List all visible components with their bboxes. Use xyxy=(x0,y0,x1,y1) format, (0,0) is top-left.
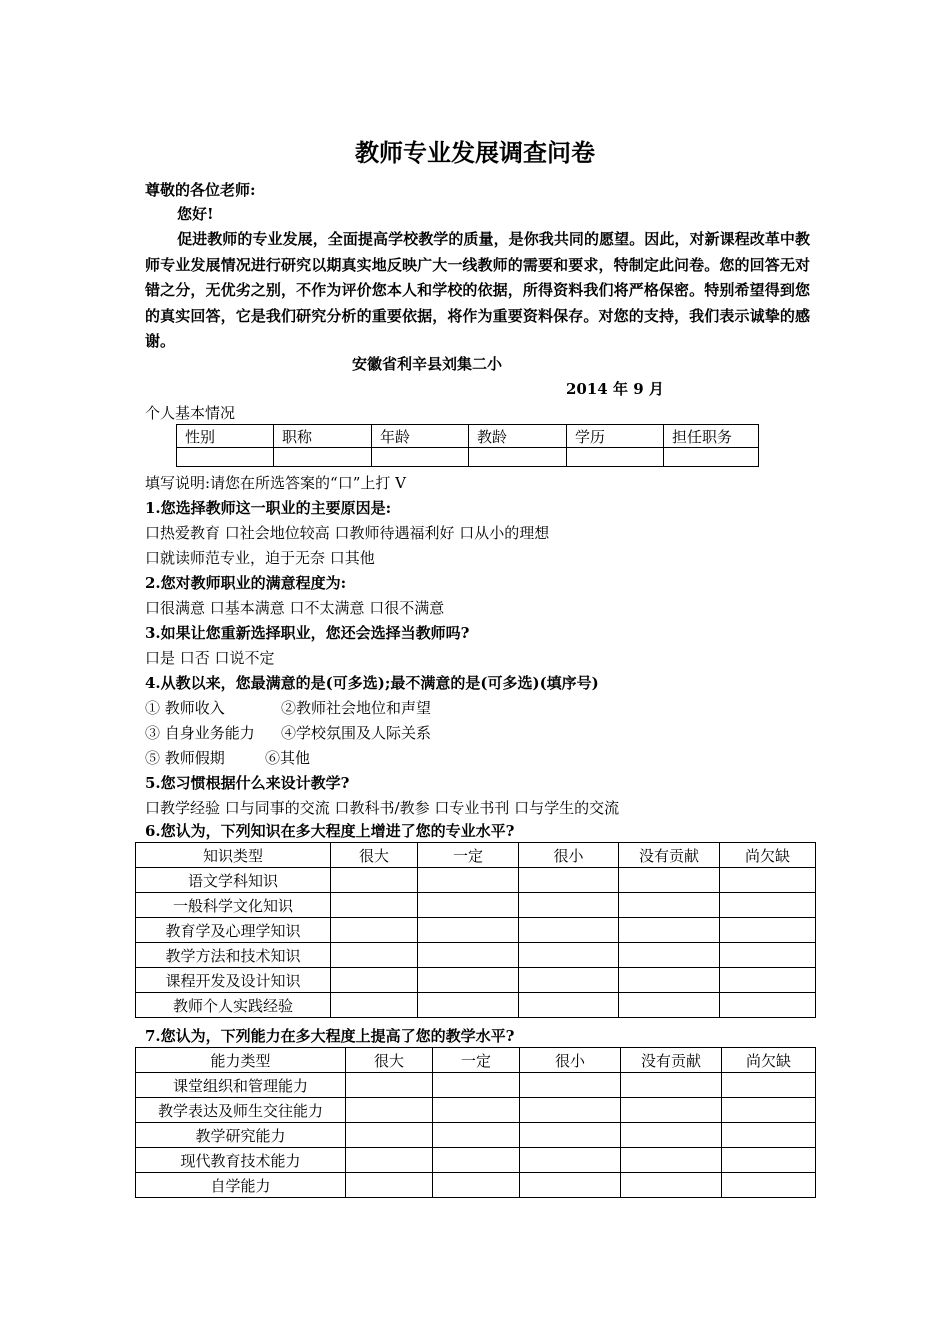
rating-cell[interactable] xyxy=(720,993,816,1018)
header-cell: 没有贡献 xyxy=(621,1048,722,1073)
question-4-option-1: ① 教师收入 xyxy=(145,699,225,717)
rating-cell[interactable] xyxy=(621,1123,722,1148)
rating-cell[interactable] xyxy=(722,1073,816,1098)
knowledge-rating-table xyxy=(135,842,816,1018)
row-label: 教学研究能力 xyxy=(136,1123,346,1148)
rating-cell[interactable] xyxy=(433,1098,520,1123)
table-row xyxy=(136,843,816,868)
input-cell[interactable] xyxy=(274,448,372,467)
question-4-option-3: ③ 自身业务能力 xyxy=(145,724,255,742)
rating-cell[interactable] xyxy=(346,1148,433,1173)
rating-cell[interactable] xyxy=(619,868,720,893)
header-cell: 尚欠缺 xyxy=(720,843,816,868)
header-cell: 很小 xyxy=(519,843,619,868)
question-3-options[interactable]: 口是 口否 口说不定 xyxy=(145,649,275,667)
header-cell: 一定 xyxy=(418,843,519,868)
row-label: 语文学科知识 xyxy=(136,868,331,893)
rating-cell[interactable] xyxy=(331,918,418,943)
table-row xyxy=(136,1073,816,1098)
row-label: 教师个人实践经验 xyxy=(136,993,331,1018)
question-3: 3.如果让您重新选择职业，您还会选择当教师吗? xyxy=(145,624,470,642)
row-label: 自学能力 xyxy=(136,1173,346,1198)
rating-cell[interactable] xyxy=(331,993,418,1018)
rating-cell[interactable] xyxy=(520,1123,621,1148)
rating-cell[interactable] xyxy=(619,918,720,943)
header-cell: 教龄 xyxy=(469,425,567,448)
rating-cell[interactable] xyxy=(621,1098,722,1123)
rating-cell[interactable] xyxy=(418,993,519,1018)
header-cell: 尚欠缺 xyxy=(722,1048,816,1073)
rating-cell[interactable] xyxy=(621,1073,722,1098)
intro-text: 促进教师的专业发展，全面提高学校教学的质量，是你我共同的愿望。因此，对新课程改革中教师专业发展情况进行研究以期真实地反映广大一线教师的需要和要求，特制定此问卷。您的回答无对错之分，无优劣之别，不作为评价您本人和学校的依据，所得资料我们将严格保密。特别希望得到您的真实回答，它是我们研究分析的重要依据，将作为重要资料保存。对您的支持，我们表示诚挚的感谢。 xyxy=(145,230,810,351)
rating-cell[interactable] xyxy=(720,943,816,968)
question-1-options-line1[interactable]: 口热爱教育 口社会地位较高 口教师待遇福利好 口从小的理想 xyxy=(145,524,550,542)
table-row xyxy=(177,448,759,467)
rating-cell[interactable] xyxy=(720,918,816,943)
rating-cell[interactable] xyxy=(331,868,418,893)
rating-cell[interactable] xyxy=(331,968,418,993)
rating-cell[interactable] xyxy=(346,1098,433,1123)
page-title: 教师专业发展调查问卷 xyxy=(355,138,595,167)
table-row xyxy=(136,868,816,893)
rating-cell[interactable] xyxy=(520,1173,621,1198)
header-cell: 知识类型 xyxy=(136,843,331,868)
table-row xyxy=(136,1148,816,1173)
question-2-options[interactable]: 口很满意 口基本满意 口不太满意 口很不满意 xyxy=(145,599,445,617)
rating-cell[interactable] xyxy=(519,918,619,943)
rating-cell[interactable] xyxy=(619,893,720,918)
question-2: 2.您对教师职业的满意程度为: xyxy=(145,574,347,592)
row-label: 课堂组织和管理能力 xyxy=(136,1073,346,1098)
rating-cell[interactable] xyxy=(433,1173,520,1198)
rating-cell[interactable] xyxy=(519,968,619,993)
rating-cell[interactable] xyxy=(519,993,619,1018)
header-cell: 很大 xyxy=(331,843,418,868)
question-5-options[interactable]: 口教学经验 口与同事的交流 口教科书/教参 口专业书刊 口与学生的交流 xyxy=(145,799,620,817)
intro-paragraph xyxy=(145,227,810,355)
header-cell: 没有贡献 xyxy=(619,843,720,868)
rating-cell[interactable] xyxy=(520,1148,621,1173)
header-cell: 一定 xyxy=(433,1048,520,1073)
row-label: 教学表达及师生交往能力 xyxy=(136,1098,346,1123)
table-row xyxy=(136,1123,816,1148)
question-4: 4.从教以来，您最满意的是(可多选);最不满意的是(可多选)(填序号) xyxy=(145,674,599,692)
question-1: 1.您选择教师这一职业的主要原因是: xyxy=(145,499,392,517)
personal-info-table xyxy=(176,424,759,467)
header-cell: 职称 xyxy=(274,425,372,448)
table-row xyxy=(177,425,759,448)
header-cell: 能力类型 xyxy=(136,1048,346,1073)
row-label: 教学方法和技术知识 xyxy=(136,943,331,968)
survey-date: 2014 年 9 月 xyxy=(566,380,664,398)
header-cell: 性别 xyxy=(177,425,274,448)
table-row xyxy=(136,893,816,918)
rating-cell[interactable] xyxy=(418,918,519,943)
question-4-option-5: ⑤ 教师假期 xyxy=(145,749,225,767)
personal-info-label: 个人基本情况 xyxy=(145,404,236,422)
rating-cell[interactable] xyxy=(346,1123,433,1148)
rating-cell[interactable] xyxy=(346,1073,433,1098)
rating-cell[interactable] xyxy=(418,968,519,993)
table-row xyxy=(136,993,816,1018)
rating-cell[interactable] xyxy=(621,1148,722,1173)
rating-cell[interactable] xyxy=(619,993,720,1018)
rating-cell[interactable] xyxy=(433,1073,520,1098)
table-row xyxy=(136,1173,816,1198)
input-cell[interactable] xyxy=(664,448,759,467)
rating-cell[interactable] xyxy=(331,893,418,918)
rating-cell[interactable] xyxy=(346,1173,433,1198)
rating-cell[interactable] xyxy=(519,868,619,893)
input-cell[interactable] xyxy=(567,448,664,467)
rating-cell[interactable] xyxy=(720,968,816,993)
question-4-option-4: ④学校氛围及人际关系 xyxy=(281,724,432,742)
table-row xyxy=(136,1098,816,1123)
rating-cell[interactable] xyxy=(519,943,619,968)
hello-text: 您好! xyxy=(177,205,214,223)
rating-cell[interactable] xyxy=(722,1148,816,1173)
fill-note: 填写说明:请您在所选答案的“口”上打 V xyxy=(145,474,406,492)
ability-rating-table xyxy=(135,1047,816,1198)
rating-cell[interactable] xyxy=(520,1098,621,1123)
question-6: 6.您认为，下列知识在多大程度上增进了您的专业水平? xyxy=(145,822,515,840)
question-1-options-line2[interactable]: 口就读师范专业，迫于无奈 口其他 xyxy=(145,549,375,567)
rating-cell[interactable] xyxy=(520,1073,621,1098)
question-4-option-6: ⑥其他 xyxy=(265,749,311,767)
rating-cell[interactable] xyxy=(331,943,418,968)
school-name: 安徽省利辛县刘集二小 xyxy=(352,355,503,373)
rating-cell[interactable] xyxy=(722,1098,816,1123)
row-label: 现代教育技术能力 xyxy=(136,1148,346,1173)
rating-cell[interactable] xyxy=(621,1173,722,1198)
input-cell[interactable] xyxy=(469,448,567,467)
input-cell[interactable] xyxy=(372,448,469,467)
rating-cell[interactable] xyxy=(418,943,519,968)
table-row xyxy=(136,1048,816,1073)
question-7: 7.您认为，下列能力在多大程度上提高了您的教学水平? xyxy=(145,1027,515,1045)
rating-cell[interactable] xyxy=(433,1123,520,1148)
rating-cell[interactable] xyxy=(619,943,720,968)
header-cell: 担任职务 xyxy=(664,425,759,448)
header-cell: 很小 xyxy=(520,1048,621,1073)
table-row xyxy=(136,918,816,943)
row-label: 课程开发及设计知识 xyxy=(136,968,331,993)
rating-cell[interactable] xyxy=(720,868,816,893)
greeting: 尊敬的各位老师: xyxy=(145,181,256,199)
rating-cell[interactable] xyxy=(722,1123,816,1148)
question-4-option-2: ②教师社会地位和声望 xyxy=(281,699,432,717)
rating-cell[interactable] xyxy=(418,868,519,893)
input-cell[interactable] xyxy=(177,448,274,467)
rating-cell[interactable] xyxy=(418,893,519,918)
header-cell: 学历 xyxy=(567,425,664,448)
rating-cell[interactable] xyxy=(519,893,619,918)
rating-cell[interactable] xyxy=(720,893,816,918)
table-row xyxy=(136,943,816,968)
rating-cell[interactable] xyxy=(433,1148,520,1173)
question-5: 5.您习惯根据什么来设计教学? xyxy=(145,774,350,792)
header-cell: 很大 xyxy=(346,1048,433,1073)
rating-cell[interactable] xyxy=(722,1173,816,1198)
table-row xyxy=(136,968,816,993)
row-label: 教育学及心理学知识 xyxy=(136,918,331,943)
rating-cell[interactable] xyxy=(619,968,720,993)
header-cell: 年龄 xyxy=(372,425,469,448)
row-label: 一般科学文化知识 xyxy=(136,893,331,918)
